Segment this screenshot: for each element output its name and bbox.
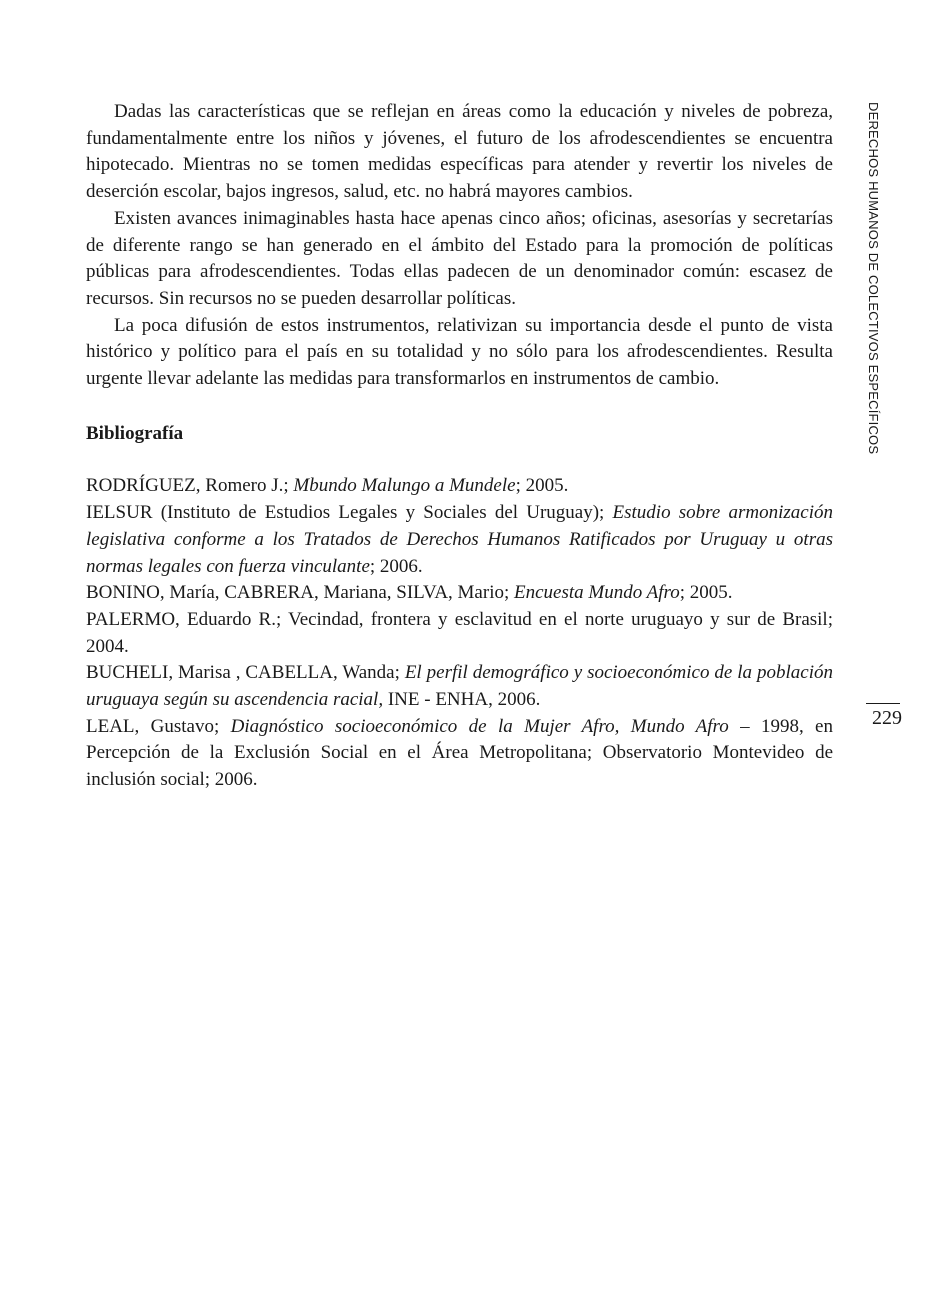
entry-title: El perfil demográfico y socioeconómico de la población uruguaya según su ascendencia racial, (86, 662, 833, 711)
entry-title: Mbundo Malungo a Mundele (293, 475, 516, 497)
entry-authors: PALERMO, Eduardo R.; Vecindad, frontera y esclavitud en el norte uruguayo y sur de Brasil; 2004. (86, 608, 833, 657)
body-paragraph: Existen avances inimaginables hasta hace apenas cinco años; oficinas, asesorías y secretarías de diferente rango se han generado en el ámbito del Estado para la promoción de políticas públicas para afrodescendientes. Todas ellas padecen de un denominador común: escasez de recursos. Sin recursos no se pueden desarrollar políticas. (86, 207, 833, 309)
entry-authors: IELSUR (Instituto de Estudios Legales y Sociales del Uruguay); (86, 502, 613, 524)
running-header: DERECHOS HUMANOS DE COLECTIVOS ESPECÍFICOS (866, 102, 881, 455)
entry-details: – 1998, en Percepción de la Exclusión Social en el Área Metropolitana; Observatorio Montevideo de inclusión social; 2006. (86, 715, 833, 791)
entry-authors: LEAL, Gustavo; (86, 715, 231, 737)
bibliography-entry (86, 714, 833, 794)
entry-title: Diagnóstico socioeconómico de la Mujer Afro, Mundo Afro (230, 715, 729, 737)
entry-details: ; 2006. (369, 555, 423, 577)
page-number-rule (866, 703, 900, 704)
bibliography-entry (86, 473, 833, 500)
entry-authors: BUCHELI, Marisa , CABELLA, Wanda; (86, 662, 405, 684)
page-number: 229 (872, 707, 902, 729)
entry-authors: RODRÍGUEZ, Romero J.; (86, 475, 294, 497)
bibliography-entry (86, 580, 833, 607)
page-body (86, 99, 833, 794)
body-paragraph: La poca difusión de estos instrumentos, relativizan su importancia desde el punto de vista histórico y político para el país en su totalidad y no sólo para los afrodescendientes. Resulta urgente llevar adelante las medidas para transformarlos en instrumentos de cambio. (86, 314, 833, 390)
entry-details: ; 2005. (679, 582, 733, 604)
entry-title: Encuesta Mundo Afro (514, 582, 680, 604)
entry-title: Estudio sobre armonización legislativa conforme a los Tratados de Derechos Humanos Ratificados por Uruguay u otras normas legales con fuerza vinculante (86, 502, 833, 577)
bibliography-entry (86, 607, 833, 660)
entry-details: ; 2005. (515, 475, 569, 497)
bibliography-entry (86, 660, 833, 713)
body-paragraph: Dadas las características que se reflejan en áreas como la educación y niveles de pobreza, fundamentalmente entre los niños y jóvenes, el futuro de los afrodescendientes se encuentra hipotecado. Mientras no se tomen medidas específicas para atender y revertir los niveles de deserción escolar, bajos ingresos, salud, etc. no habrá mayores cambios. (86, 101, 833, 203)
bibliography-heading: Bibliografía (86, 422, 184, 444)
entry-authors: BONINO, María, CABRERA, Mariana, SILVA, Mario; (86, 582, 515, 604)
bibliography-list (86, 473, 833, 793)
entry-details: INE - ENHA, 2006. (383, 689, 541, 711)
bibliography-entry (86, 500, 833, 580)
